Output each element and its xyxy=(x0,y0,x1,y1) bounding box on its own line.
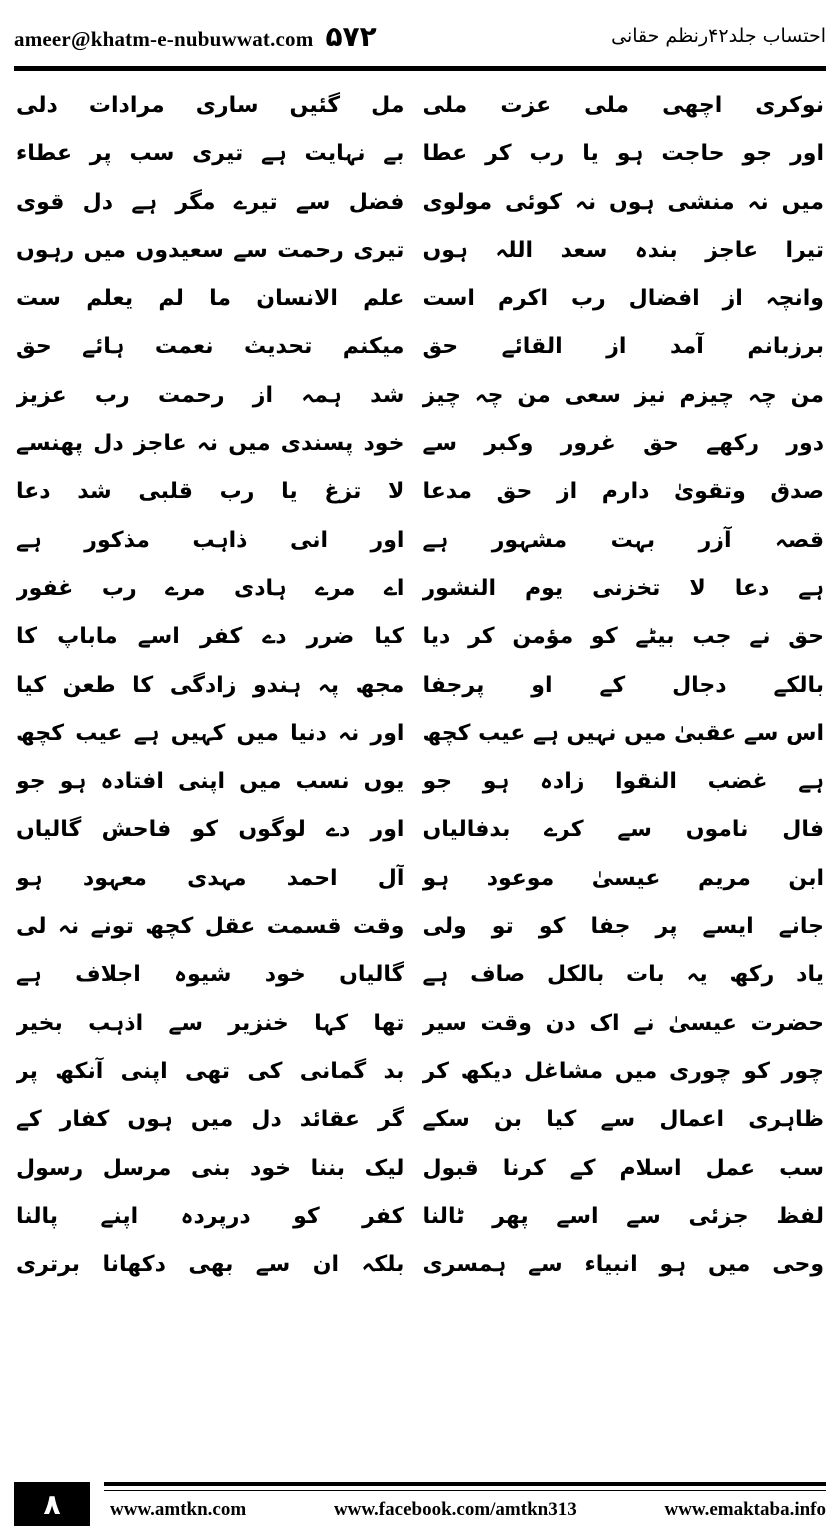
verse-line: کفر کو درپردہ اپنے پالنا xyxy=(16,1203,405,1229)
verse-line: مجھ پہ ہندو زادگی کا طعن کیا xyxy=(16,672,405,698)
verse-line: حضرت عیسیٰ نے اک دن وقت سیر xyxy=(422,1010,824,1036)
page-number: ۵۷۲ xyxy=(325,19,377,53)
verse-line: گالیاں خود شیوہ اجلاف ہے xyxy=(16,962,405,988)
verse-line: میں نہ منشی ہوں نہ کوئی مولوی xyxy=(422,189,824,215)
verse-line: برزبانم آمد از القائے حق xyxy=(422,334,824,360)
verse-line: آل احمد مہدی معہود ہو xyxy=(16,865,405,891)
verse-line: سب عمل اسلام کے کرنا قبول xyxy=(422,1155,824,1181)
verse-line: قصہ آزر بہت مشہور ہے xyxy=(422,527,824,553)
verse-line: مل گئیں ساری مرادات دلی xyxy=(16,93,405,118)
verse-line: بے نہایت ہے تیری سب پر عطاء xyxy=(16,141,405,167)
verse-line: اور دے لوگوں کو فاحش گالیاں xyxy=(16,817,405,843)
verse-line: اس سے عقبیٰ میں نہیں ہے عیب کچھ xyxy=(422,720,824,746)
verse-line: بد گمانی کی تھی اپنی آنکھ پر xyxy=(16,1058,405,1084)
book-title: احتساب جلد۴۲رنظم حقانی xyxy=(611,25,826,47)
verse-line: اور جو حاجت ہو یا رب کر عطا xyxy=(422,141,824,167)
verse-line: فضل سے تیرے مگر ہے دل قوی xyxy=(16,189,405,215)
verse-line: وانچہ از افضال رب اکرم است xyxy=(422,286,824,312)
verse-line: وقت قسمت عقل کچھ تونے نہ لی xyxy=(16,914,405,940)
verse-line: خود پسندی میں نہ عاجز دل پھنسے xyxy=(16,431,405,457)
verse-line: یاد رکھ یہ بات بالکل صاف ہے xyxy=(422,962,824,988)
verse-line: اور نہ دنیا میں کہیں ہے عیب کچھ xyxy=(16,720,405,746)
header-email: ameer@khatm-e-nubuwwat.com xyxy=(14,26,314,51)
verse-line: شد ہمہ از رحمت رب عزیز xyxy=(16,382,405,408)
verse-line: من چہ چیزم نیز سعی من چہ چیز xyxy=(422,382,824,408)
verse-line: میکنم تحدیث نعمت ہائے حق xyxy=(16,334,405,360)
footer-page-box: ۸ xyxy=(14,1482,90,1526)
verse-line: تھا کہا خنزیر سے اذہب بخیر xyxy=(16,1010,405,1036)
verse-line: کیا ضرر دے کفر اسے ماباپ کا xyxy=(16,624,405,650)
verse-line: لیک بننا خود بنی مرسل رسول xyxy=(16,1155,405,1181)
verse-line: ابن مریم عیسیٰ موعود ہو xyxy=(422,865,824,891)
verse-line: ہے غضب النقوا زادہ ہو جو xyxy=(422,769,824,795)
verse-line: اور انی ذاہب مذکور ہے xyxy=(16,527,405,553)
footer-link[interactable]: www.facebook.com/amtkn313 xyxy=(333,1499,577,1520)
verse-line: ہے دعا لا تخزنی یوم النشور xyxy=(422,575,824,601)
footer-rule xyxy=(104,1482,826,1486)
verse-line: علم الانسان ما لم یعلم ست xyxy=(16,286,405,312)
verse-line: بالکے دجال کے او پرجفا xyxy=(422,672,824,698)
poem-column-left xyxy=(16,82,404,1289)
verse-line: دور رکھے حق غرور وکبر سے xyxy=(422,431,824,457)
verse-line: اے مرے ہادی مرے رب غفور xyxy=(16,575,405,601)
verse-line: لفظ جزئی سے اسے پھر ٹالنا xyxy=(422,1203,824,1229)
poem-columns xyxy=(16,82,824,1289)
footer-link[interactable]: www.amtkn.com xyxy=(110,1499,247,1520)
verse-line: نوکری اچھی ملی عزت ملی xyxy=(422,93,824,118)
verse-line: تیرا عاجز بندہ سعد اللہ ہوں xyxy=(422,237,824,263)
page-footer xyxy=(14,1478,826,1528)
verse-line: لا تزغ یا رب قلبی شد دعا xyxy=(16,479,405,505)
verse-line: تیری رحمت سے سعیدوں میں رہوں xyxy=(16,237,405,263)
header-rule xyxy=(14,66,826,71)
footer-link[interactable]: www.emaktaba.info xyxy=(664,1499,826,1520)
verse-line: صدق وتقویٰ دارم از حق مدعا xyxy=(422,479,824,505)
footer-rule-thin xyxy=(104,1490,826,1491)
header-left xyxy=(14,20,377,53)
verse-line: فال ناموں سے کرے بدفالیاں xyxy=(422,817,824,843)
footer-links xyxy=(110,1494,826,1526)
page-header xyxy=(14,8,826,64)
verse-line: چور کو چوری میں مشاغل دیکھ کر xyxy=(422,1058,824,1084)
poem-column-right xyxy=(422,82,824,1289)
verse-line: یوں نسب میں اپنی افتادہ ہو جو xyxy=(16,769,405,795)
verse-line: ظاہری اعمال سے کیا بن سکے xyxy=(422,1107,824,1133)
verse-line: وحی میں ہو انبیاء سے ہمسری xyxy=(422,1252,824,1278)
verse-line: گر عقائد دل میں ہوں کفار کے xyxy=(16,1107,405,1133)
verse-line: بلکہ ان سے بھی دکھانا برتری xyxy=(16,1252,405,1278)
verse-line: جانے ایسے پر جفا کو تو ولی xyxy=(422,914,824,940)
verse-line: حق نے جب بیٹے کو مؤمن کر دیا xyxy=(422,624,824,650)
